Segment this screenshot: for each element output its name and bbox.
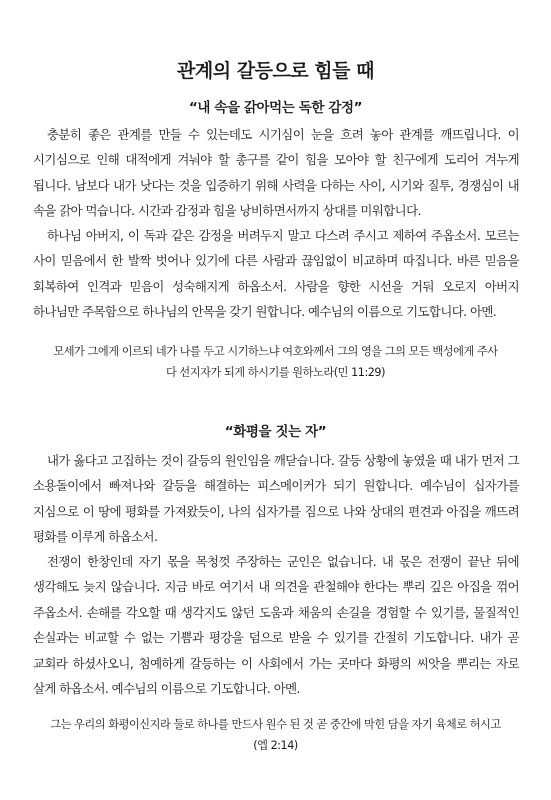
section-1-paragraph-2: 하나님 아버지, 이 독과 같은 감정을 버려두지 말고 다스려 주시고 제하여 주옵소서. 모르는 사이 믿음에서 한 발짝 벗어나 있기에 다른 사람과 끊임없이 비교하며 따집니다. 바른 믿음을 회복하여 인격과 믿음이 성숙해지게 하옵소서. 사람을 향한 시선을 거둬 오로지 아버지 하나님만 주목함으로 하나님의 안목을 갖기 원합니다. 예수님의 이름으로 기도합니다. 아멘. xyxy=(33,228,519,320)
section-1-paragraph-1: 충분히 좋은 관계를 만들 수 있는데도 시기심이 눈을 흐려 놓아 관계를 깨뜨립니다. 이 시기심으로 인해 대적에게 겨눠야 할 총구를 같이 힘을 모아야 할 친구에게 도리어 겨누게 됩니다. 남보다 내가 낫다는 것을 입증하기 위해 사력을 다하는 사이, 시기와 질투, 경쟁심이 내 속을 갉아 먹습니다. 시간과 감정과 힘을 낭비하면서까지 상대를 미워합니다. xyxy=(33,127,519,219)
section-2-subtitle: “화평을 짓는 자” xyxy=(224,424,327,440)
section-2-paragraph-2: 전쟁이 한창인데 자기 몫을 목청껏 주장하는 군인은 없습니다. 내 몫은 전쟁이 끝난 뒤에 생각해도 늦지 않습니다. 지금 바로 여기서 내 의견을 관철해야 한다는 뿌리 깊은 아집을 꺾어 주옵소서. 손해를 각오할 때 생각지도 않던 도움과 채움의 손길을 경험할 수 있기를, 물질적인 손실과는 비교할 수 없는 기쁨과 평강을 덤으로 받을 수 있기를 간절히 기도합니다. 내가 곧 교회라 하셨사오니, 첨예하게 갈등하는 이 사회에서 가는 곳마다 화평의 씨앗을 뿌리는 자로 살게 하옵소서. 예수님의 이름으로 기도합니다. 아멘. xyxy=(33,554,519,697)
section-1-subtitle: “내 속을 갉아먹는 독한 감정” xyxy=(188,100,363,116)
section-1-verse: 모세가 그에게 이르되 네가 나를 두고 시기하느냐 여호와께서 그의 영을 그의 모든 백성에게 주사 다 선지자가 되게 하시기를 원하노라(민 11:29) xyxy=(53,345,498,379)
section-2-paragraph-1: 내가 옳다고 고집하는 것이 갈등의 원인임을 깨닫습니다. 갈등 상황에 놓였을 때 내가 먼저 그 소용돌이에서 빠져나와 갈등을 해결하는 피스메이커가 되기 원합니다. 예수님이 십자가를 지심으로 이 땅에 평화를 가져왔듯이, 나의 십자가를 짐으로 나와 상대의 편견과 아집을 깨뜨려 평화를 이루게 하옵소서. xyxy=(33,453,519,545)
section-2-verse: 그는 우리의 화평이신지라 둘로 하나를 만드사 원수 된 것 곧 중간에 막힌 담을 자기 육체로 허시고(엡 2:14) xyxy=(50,718,501,752)
page-title: 관계의 갈등으로 힘들 때 xyxy=(177,60,374,82)
